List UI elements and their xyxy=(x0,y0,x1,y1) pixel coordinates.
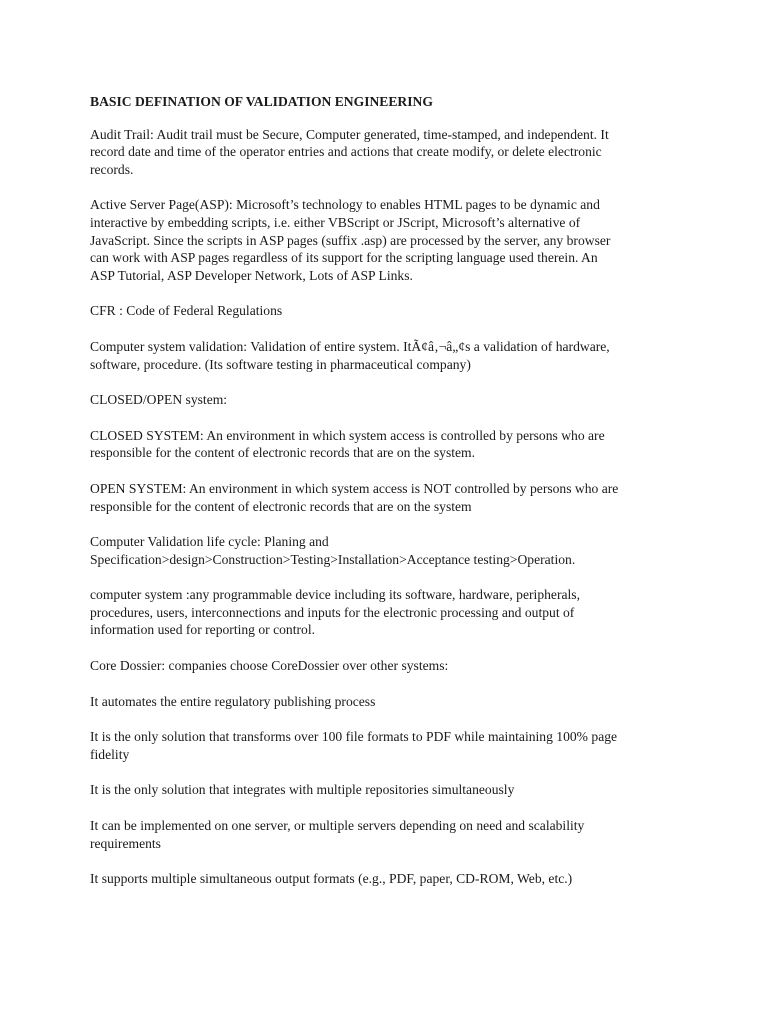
paragraph-closed-open-system: CLOSED/OPEN system: xyxy=(90,392,228,408)
paragraph-file-formats: It is the only solution that transforms over 100 file formats to PDF while maintaining 100% page fidelity xyxy=(90,729,618,762)
paragraph-servers-scalability: It can be implemented on one server, or multiple servers depending on need and scalability requirements xyxy=(90,818,585,851)
paragraph-validation-life-cycle: Computer Validation life cycle: Planing and Specification>design>Construction>Testing>Installation>Acceptance testing>Operation. xyxy=(90,534,576,567)
document-body xyxy=(90,93,678,906)
document-title: BASIC DEFINATION OF VALIDATION ENGINEERING xyxy=(90,94,433,109)
paragraph-output-formats: It supports multiple simultaneous output formats (e.g., PDF, paper, CD-ROM, Web, etc.) xyxy=(90,871,573,887)
paragraph-audit-trail: Audit Trail: Audit trail must be Secure, Computer generated, time-stamped, and independent. It record date and time of the operator entries and actions that create modify, or delete electronic records. xyxy=(90,126,609,177)
paragraph-cfr: CFR : Code of Federal Regulations xyxy=(90,303,283,319)
paragraph-computer-system: computer system :any programmable device including its software, hardware, peripherals, procedures, users, interconnections and inputs for the electronic processing and output of information used for reporting or control. xyxy=(90,587,580,638)
paragraph-closed-system: CLOSED SYSTEM: An environment in which system access is controlled by persons who are responsible for the content of electronic records that are on the system. xyxy=(90,427,605,461)
paragraph-core-dossier: Core Dossier: companies choose CoreDossier over other systems: xyxy=(90,658,449,674)
paragraph-automates-publishing: It automates the entire regulatory publishing process xyxy=(90,693,376,709)
paragraph-multiple-repositories: It is the only solution that integrates with multiple repositories simultaneously xyxy=(90,782,515,798)
paragraph-active-server-page: Active Server Page(ASP): Microsoft’s technology to enables HTML pages to be dynamic and interactive by embedding scripts, i.e. either VBScript or JScript, Microsoft’s alternative of JavaScript. Since the scripts in ASP pages (suffix .asp) are processed by the server, any browser can work with ASP pages regardless of its support for the scripting language used therein. An ASP Tutorial, ASP Developer Network, Lots of ASP Links. xyxy=(90,197,611,283)
paragraph-open-system: OPEN SYSTEM: An environment in which system access is NOT controlled by persons who are responsible for the content of electronic records that are on the system xyxy=(90,480,619,514)
paragraph-computer-system-validation: Computer system validation: Validation of entire system. ItÃ¢â‚¬â„¢s a validation of hardware, software, procedure. (Its software testing in pharmaceutical company) xyxy=(90,338,610,372)
